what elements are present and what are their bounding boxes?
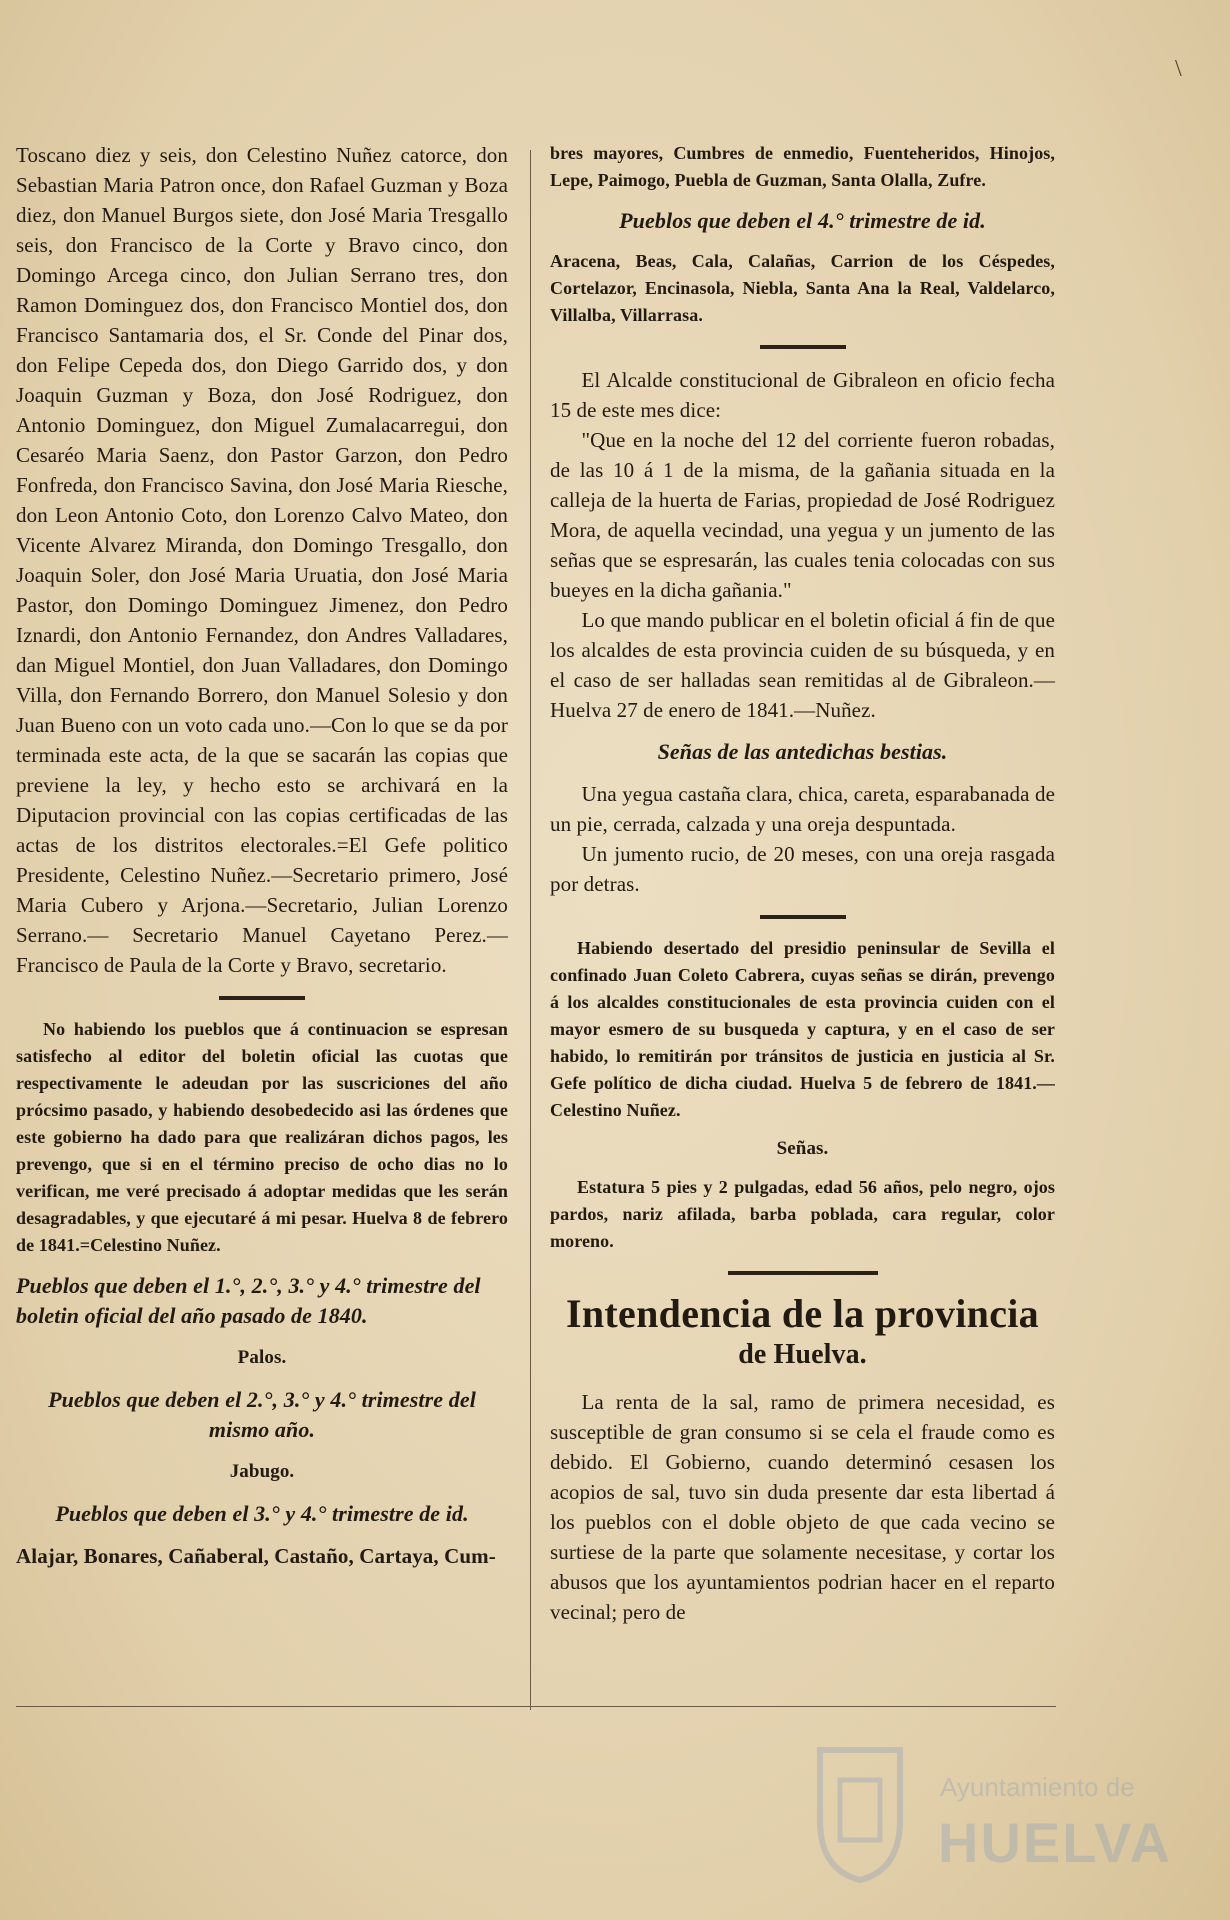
right-column — [550, 140, 1055, 1627]
towns-list-3-end: bres mayores, Cumbres de enmedio, Fuenteheridos, Hinojos, Lepe, Paimogo, Puebla de Guzman, Santa Olalla, Zufre. — [550, 143, 1055, 190]
watermark-emblem-icon — [800, 1730, 920, 1890]
towns-heading-4: Pueblos que deben el 4.° trimestre de id. — [619, 208, 986, 233]
intendencia-text: La renta de la sal, ramo de primera necesidad, es susceptible de gran consumo si se cela el fraude como es debido. El Gobierno, cuando determinó cesasen los acopios de sal, tuvo sin duda presente dar esta libertad á los pueblos con el doble objeto de que cada vecino se surtiese de la parte que solamente necesitase, y cortar los abusos que los ayuntamientos podrian hacer en el reparto vecinal; pero de — [550, 1390, 1055, 1624]
deserter-description: Estatura 5 pies y 2 pulgadas, edad 56 años, pelo negro, ojos pardos, nariz afilada, barba poblada, cara regular, color moreno. — [550, 1177, 1055, 1251]
towns-heading-3: Pueblos que deben el 3.° y 4.° trimestre de id. — [55, 1501, 469, 1526]
watermark — [800, 1730, 1220, 1910]
column-divider — [530, 150, 531, 1710]
gibraleon-intro: El Alcalde constitucional de Gibraleon en oficio fecha 15 de este mes dice: — [550, 368, 1055, 422]
town-jabugo: Jabugo. — [229, 1461, 295, 1482]
towns-list-3-start: Alajar, Bonares, Cañaberal, Castaño, Cartaya, Cum- — [16, 1544, 496, 1568]
separator — [760, 345, 846, 349]
deserter-description-heading: Señas. — [776, 1138, 829, 1159]
towns-list-4: Aracena, Beas, Cala, Calañas, Carrion de los Céspedes, Cortelazor, Encinasola, Niebla, Santa Ana la Real, Valdelarco, Villalba, Villarrasa. — [550, 251, 1055, 325]
unpaid-notice-text: No habiendo los pueblos que á continuacion se espresan satisfecho al editor del boletin oficial las cuotas que respectivamente le adeudan por las suscriciones del año prócsimo pasado, y habiendo desobedecido asi las órdenes que este gobierno ha dado para que realizáran dichos pagos, les prevengo, que si en el término preciso de ocho dias no lo verifican, me veré precisado á adoptar medidas que les serán desagradables, y que ejecutaré á mi pesar. Huelva 8 de febrero de 1841.=Celestino Nuñez. — [16, 1019, 508, 1255]
watermark-line2: HUELVA — [938, 1811, 1172, 1874]
animals-heading: Señas de las antedichas bestias. — [657, 739, 948, 764]
watermark-line1: Ayuntamiento de — [940, 1772, 1135, 1802]
gibraleon-order: Lo que mando publicar en el boletin oficial á fin de que los alcaldes de esta provincia cuiden de su búsqueda, y en el caso de ser halladas sean remitidas al de Gibraleon.—Huelva 27 de enero de 1841.—Nuñez. — [550, 608, 1055, 722]
animal-description-2: Un jumento rucio, de 20 meses, con una oreja rasgada por detras. — [550, 842, 1055, 896]
separator — [219, 996, 305, 1000]
intendencia-subtitle: de Huelva. — [738, 1339, 867, 1370]
separator — [728, 1271, 878, 1275]
electoral-act-text: Toscano diez y seis, don Celestino Nuñez catorce, don Sebastian Maria Patron once, don Rafael Guzman y Boza diez, don Manuel Burgos siete, don José Maria Tresgallo seis, don Francisco de la Corte y Bravo cinco, don Domingo Arcega cinco, don Julian Serrano tres, don Ramon Dominguez dos, don Francisco Montiel dos, don Francisco Santamaria dos, el Sr. Conde del Pinar dos, don Felipe Cepeda dos, don Diego Garrido dos, y don Joaquin Guzman y Boza, don José Rodriguez, don Antonio Dominguez, don Miguel Zumalacarregui, don Cesaréo Maria Saenz, don Pastor Garzon, don Pedro Fonfreda, don Francisco Savina, don José Maria Riesche, don Leon Antonio Coto, don Lorenzo Calvo Mateo, don Vicente Alvarez Miranda, don Domingo Tresgallo, don Joaquin Soler, don José Maria Uruatia, don José Maria Pastor, don Domingo Dominguez Jimenez, don Pedro Iznardi, don Antonio Fernandez, don Andres Valladares, dan Miguel Montiel, don Juan Valladares, don Domingo Villa, don Fernando Borrero, don Manuel Solesio y don Juan Bueno con un voto cada uno.—Con lo que se da por terminada este acta, de la que se sacarán las copias que previene la ley, y hecho esto se archivará en la Diputacion provincial con las copias certificadas de las actas de los distritos electorales.=El Gefe politico Presidente, Celestino Nuñez.—Secretario primero, José Maria Cubero y Arjona.—Secretario, Julian Lorenzo Serrano.— Secretario Manuel Cayetano Perez.—Francisco de Paula de la Corte y Bravo, secretario. — [16, 143, 508, 977]
town-palos: Palos. — [237, 1347, 287, 1368]
gibraleon-quote: "Que en la noche del 12 del corriente fueron robadas, de las 10 á 1 de la misma, de la gañania situada en la calleja de la huerta de Farias, propiedad de José Rodriguez Mora, de aquella vecindad, una yegua y un jumento de las señas que se espresarán, las cuales tenia colocadas con sus bueyes en la dicha gañania." — [550, 428, 1055, 602]
left-column — [16, 140, 508, 1571]
towns-heading-1: Pueblos que deben el 1.°, 2.°, 3.° y 4.° trimestre del boletin oficial del año pasado de 1840. — [16, 1273, 481, 1328]
deserter-notice: Habiendo desertado del presidio peninsular de Sevilla el confinado Juan Coleto Cabrera, cuyas señas se dirán, prevengo á los alcaldes constitucionales de esta provincia cuiden con el mayor esmero de su busqueda y captura, y en el caso de ser habido, lo remitirán por tránsitos de justicia en justicia al Sr. Gefe político de dicha ciudad. Huelva 5 de febrero de 1841.—Celestino Nuñez. — [550, 938, 1055, 1120]
animal-description-1: Una yegua castaña clara, chica, careta, esparabanada de un pie, cerrada, calzada y una oreja despuntada. — [550, 782, 1055, 836]
separator — [760, 915, 846, 919]
towns-heading-2: Pueblos que deben el 2.°, 3.° y 4.° trimestre del mismo año. — [48, 1387, 476, 1442]
edge-mark: \ — [1175, 56, 1182, 82]
intendencia-title: Intendencia de la provincia — [566, 1291, 1039, 1336]
bottom-rule — [16, 1706, 1056, 1707]
